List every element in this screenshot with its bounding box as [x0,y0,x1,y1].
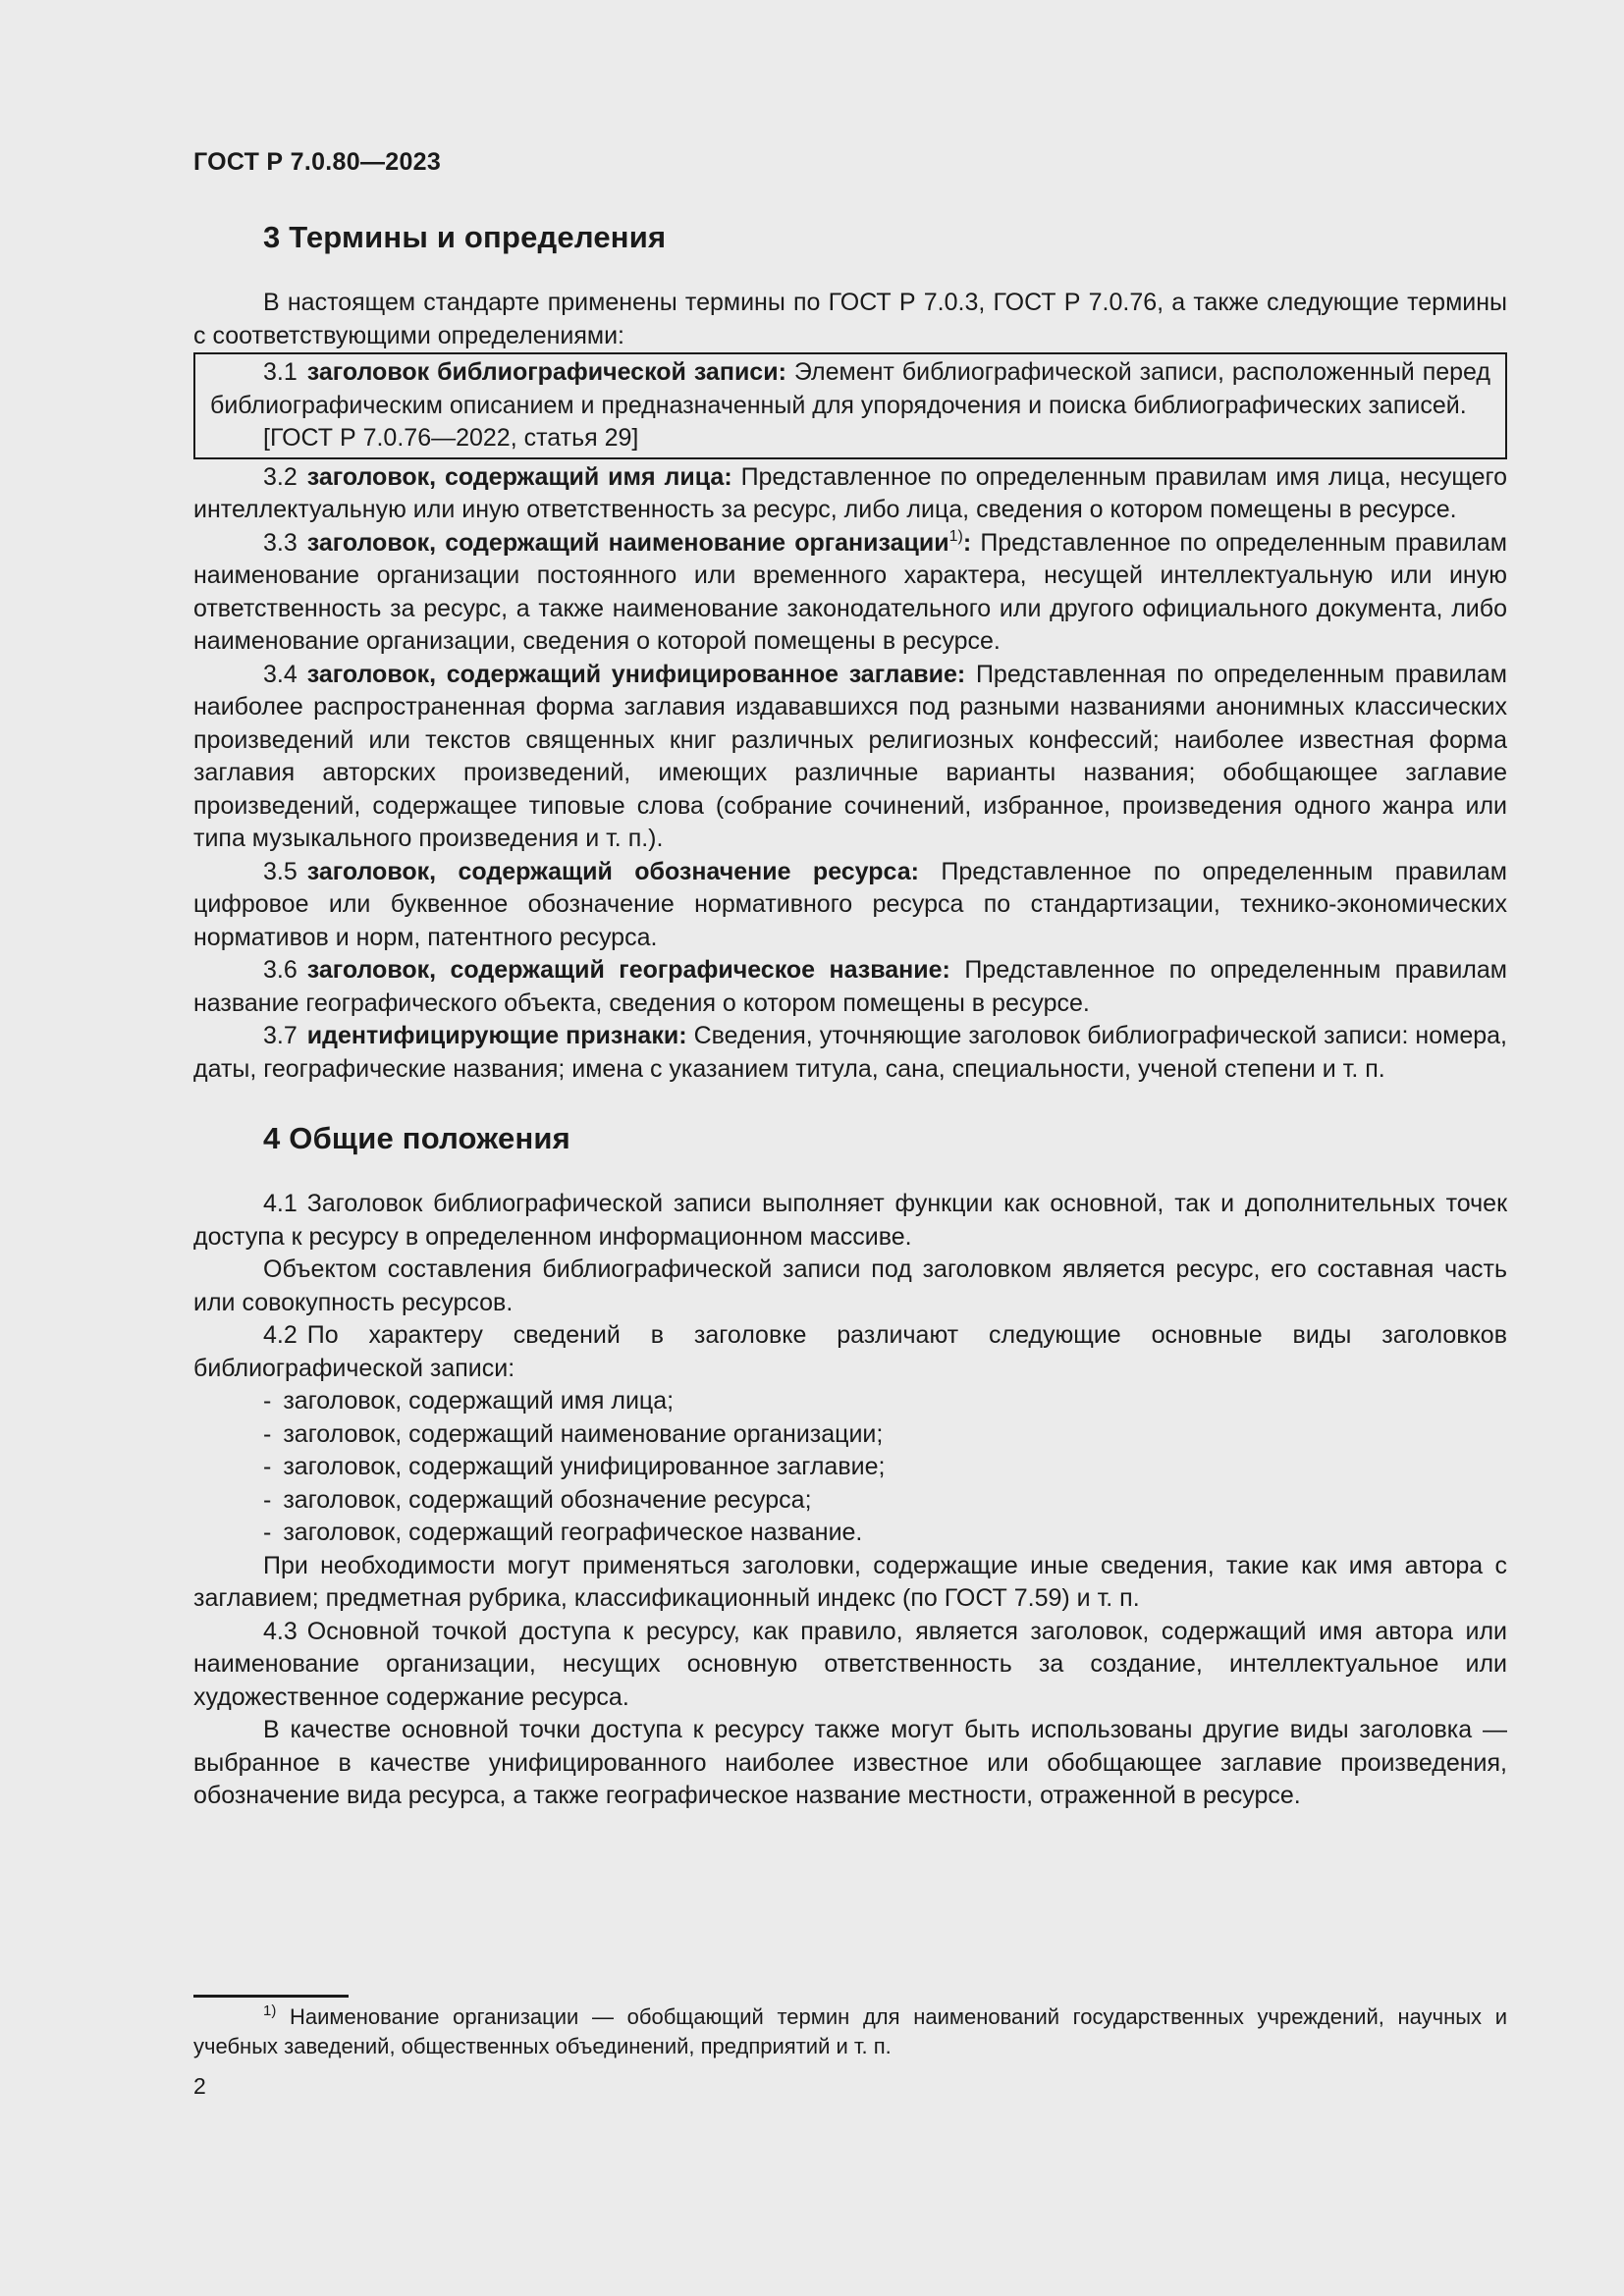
clause-text: Основной точкой доступа к ресурсу, как правило, является заголовок, содержащий имя автора или наименование организации, несущих основную ответственность за создание, интеллектуальное или художественное содержание ресурса. [193,1617,1507,1711]
boxed-term-3-1 [193,352,1507,459]
term-3-6 [193,954,1507,1020]
term-name: заголовок, содержащий обозначение ресурса: [306,857,919,885]
clause-number: 4.2 [263,1321,298,1349]
term-source: [ГОСТ Р 7.0.76—2022, статья 29] [263,424,639,452]
term-definition: Элемент библиографической записи, расположенный перед библиографическим описанием и предназначенный для упорядочения и поиска библиографических записей. [210,358,1490,419]
section-3-intro: В настоящем стандарте применены термины по ГОСТ Р 7.0.3, ГОСТ Р 7.0.76, а также следующие термины с соответствующими определениями: [193,289,1507,349]
clause-4-1 [193,1188,1507,1254]
section-3-title: 3 Термины и определения [263,220,667,254]
term-name: идентифицирующие признаки: [306,1022,687,1049]
term-number: 3.2 [263,462,298,491]
clause-4-2-continuation: При необходимости могут применяться заголовки, содержащие иные сведения, такие как имя автора с заглавием; предметная рубрика, классификационный индекс (по ГОСТ 7.59) и т. п. [193,1551,1507,1612]
clause-4-3 [193,1616,1507,1715]
term-definition: Представленное по определенным правилам имя лица, несущего интеллектуальную или иную ответственность за ресурс, либо лица, сведения о котором помещены в ресурсе. [193,462,1507,523]
term-number: 3.1 [263,358,298,386]
list-item: - заголовок, содержащий наименование организации; [193,1418,1507,1452]
term-name: заголовок библиографической записи: [306,358,786,386]
footnote [193,2002,1507,2061]
standard-code-header: ГОСТ Р 7.0.80—2023 [193,148,442,176]
term-name: заголовок, содержащий унифицированное заглавие: [306,660,966,688]
footnote-marker: 1) [263,2002,277,2019]
clause-4-3-continuation: В качестве основной точки доступа к ресурсу также могут быть использованы другие виды заголовка — выбранное в качестве унифицированного наиболее известное или обобщающее заглавие произведения, обозначение вида ресурса, а также географическое название местности, отраженной в ресурсе. [193,1716,1507,1809]
clause-4-2 [193,1319,1507,1385]
heading-types-list [193,1385,1507,1550]
footnote-marker: 1) [948,527,963,545]
term-3-4 [193,659,1507,856]
term-name: заголовок, содержащий имя лица: [306,462,732,491]
term-definition: Представленная по определенным правилам наиболее распространенная форма заглавия издававшихся под разными названиями анонимных классических произведений или текстов священных книг различных религиозных конфессий; наиболее известная форма заглавия авторских произведений, имеющих различные варианты названия; обобщающее заглавие произведений, содержащее типовые слова (собрание сочинений, избранное, произведения одного жанра или типа музыкального произведения и т. п.). [193,660,1507,852]
term-3-7 [193,1020,1507,1086]
clause-number: 4.1 [263,1190,298,1217]
clause-number: 4.3 [263,1617,298,1645]
term-colon: : [962,528,972,557]
term-number: 3.5 [263,857,298,885]
list-item: - заголовок, содержащий обозначение ресурса; [193,1484,1507,1518]
term-3-3 [193,527,1507,659]
list-item: - заголовок, содержащий имя лица; [193,1385,1507,1418]
list-item: - заголовок, содержащий унифицированное заглавие; [193,1451,1507,1484]
term-number: 3.7 [263,1022,298,1049]
term-3-2 [193,461,1507,527]
page-number: 2 [193,2073,206,2099]
clause-4-1-continuation: Объектом составления библиографической записи под заголовком является ресурс, его составная часть или совокупность ресурсов. [193,1255,1507,1316]
term-number: 3.3 [263,528,298,557]
term-number: 3.6 [263,956,298,984]
footnote-text: Наименование организации — обобщающий термин для наименований государственных учреждений, научных и учебных заведений, общественных объединений, предприятий и т. п. [193,2004,1507,2058]
term-definition: Представленное по определенным правилам цифровое или буквенное обозначение нормативного ресурса по стандартизации, технико-экономических нормативов и норм, патентного ресурса. [193,857,1507,951]
term-name: заголовок, содержащий наименование организации [306,528,949,557]
term-3-5 [193,856,1507,955]
page-content [193,218,1507,1813]
list-item: - заголовок, содержащий географическое название. [193,1517,1507,1550]
clause-text: Заголовок библиографической записи выполняет функции как основной, так и дополнительных точек доступа к ресурсу в определенном информационном массиве. [193,1190,1507,1251]
term-definition: Представленное по определенным правилам название географического объекта, сведения о котором помещены в ресурсе. [193,956,1507,1017]
section-4-title: 4 Общие положения [263,1121,570,1155]
footnote-divider [193,1995,349,1998]
term-definition: Представленное по определенным правилам наименование организации постоянного или временного характера, несущей интеллектуальную или иную ответственность за ресурс, а также наименование законодательного или другого официального документа, либо наименование организации, сведения о которой помещены в ресурсе. [193,528,1507,655]
term-name: заголовок, содержащий географическое название: [306,956,950,984]
clause-text: По характеру сведений в заголовке различают следующие основные виды заголовков библиографической записи: [193,1321,1507,1382]
term-3-1 [210,356,1490,422]
term-number: 3.4 [263,660,298,688]
term-definition: Сведения, уточняющие заголовок библиографической записи: номера, даты, географические названия; имена с указанием титула, сана, специальности, ученой степени и т. п. [193,1022,1507,1083]
